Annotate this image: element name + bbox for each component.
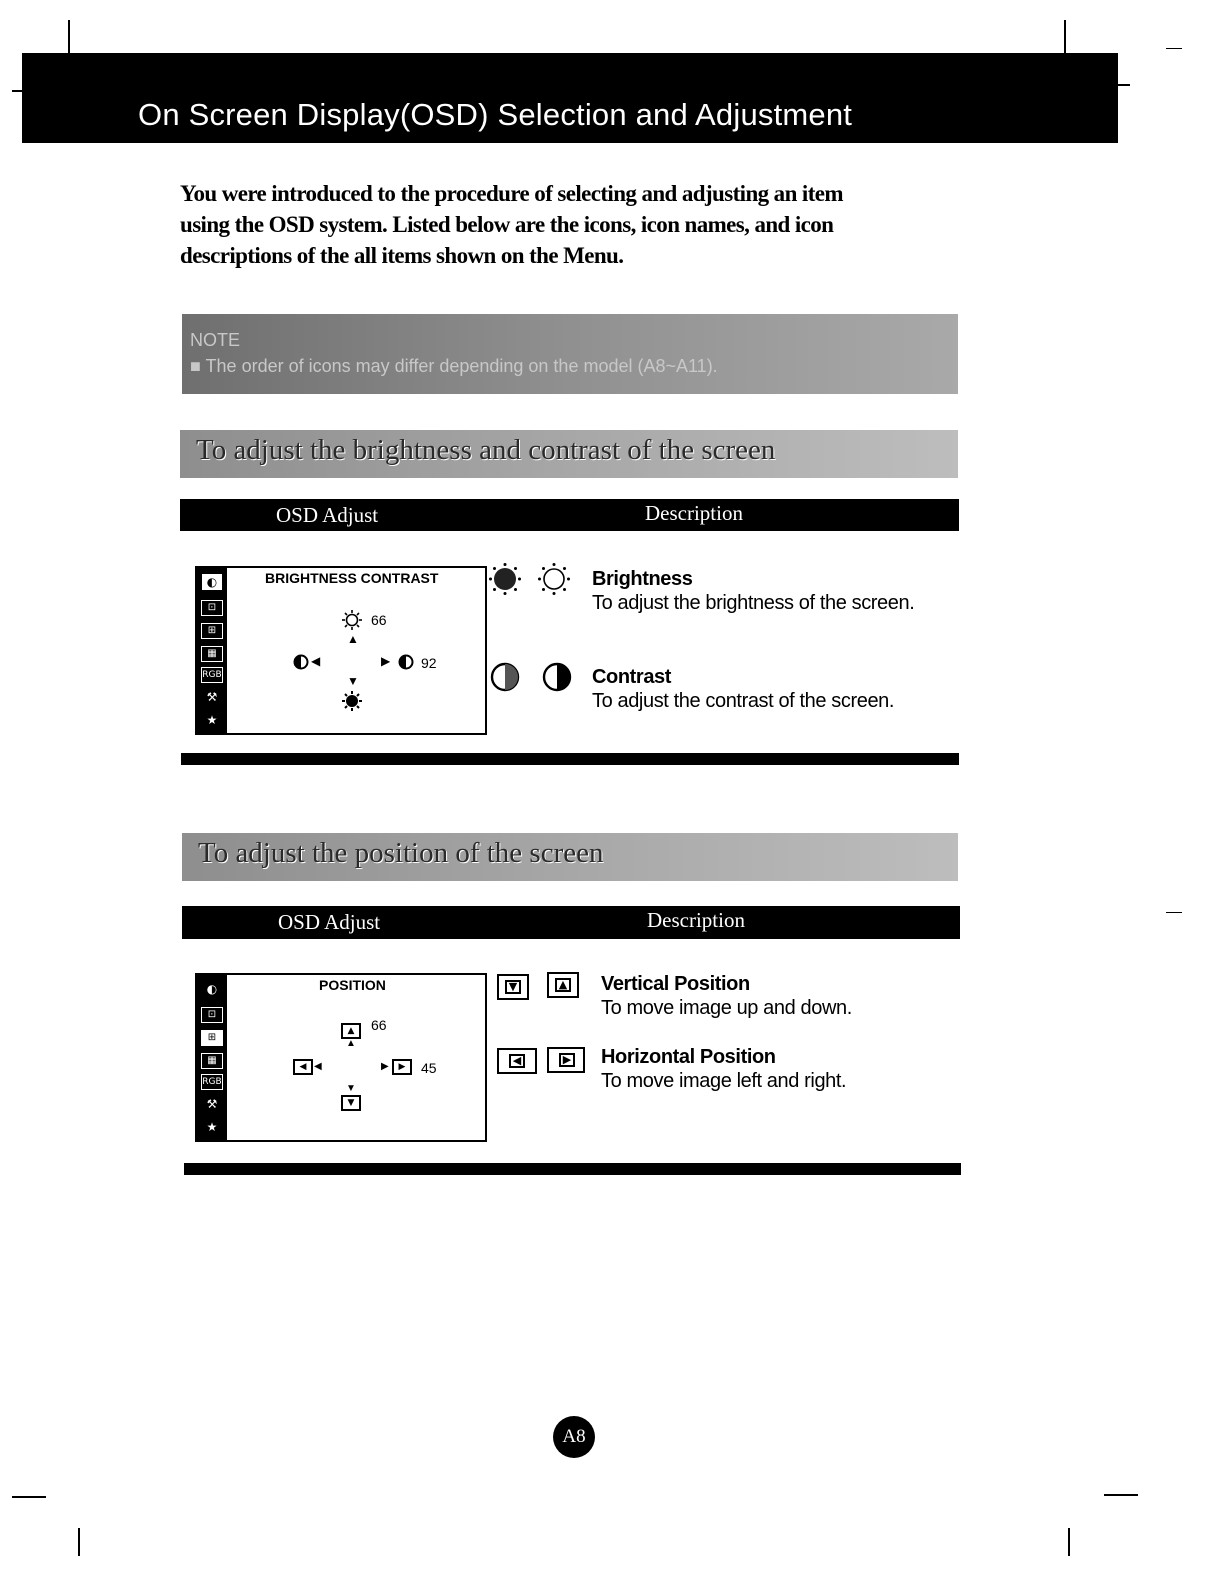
crop-mark	[1116, 84, 1130, 86]
page-header	[22, 53, 1118, 143]
note-label: NOTE	[190, 330, 241, 350]
brightness-dark-icon	[488, 562, 522, 596]
page-title: On Screen Display(OSD) Selection and Adjustment	[138, 97, 853, 132]
page-number: A8	[553, 1416, 595, 1458]
section-divider	[184, 1163, 961, 1175]
table-header	[182, 906, 960, 939]
crop-mark	[1064, 20, 1066, 56]
item-description: To move image up and down.	[601, 997, 852, 1019]
item-title: Brightness	[592, 568, 693, 590]
intro-paragraph	[180, 178, 940, 271]
brightness-contrast-icon: ◐	[202, 574, 222, 590]
column-header-osd-adjust: OSD Adjust	[278, 910, 381, 934]
note-box	[182, 314, 958, 394]
section-title: To adjust the position of the screen	[198, 837, 604, 869]
setup-icon: ⚒	[206, 1097, 218, 1111]
item-description: To move image left and right.	[601, 1070, 847, 1092]
contrast-value: 92	[421, 655, 437, 671]
contrast-icon	[398, 654, 414, 670]
horizontal-position-value: 45	[421, 1060, 437, 1076]
section-banner	[182, 833, 958, 881]
right-arrow-icon: ▶	[381, 1061, 389, 1072]
item-title: Horizontal Position	[601, 1046, 776, 1068]
section-banner	[180, 430, 958, 478]
note-text: ■ The order of icons may differ depending on the model (A8~A11).	[190, 356, 718, 376]
brightness-contrast-icon: ◐	[206, 982, 218, 996]
crop-mark	[78, 1528, 80, 1556]
osd-menu-preview	[195, 973, 487, 1142]
intro-line: descriptions of the all items shown on the Menu.	[180, 243, 624, 268]
left-arrow-icon: ◀	[314, 1061, 322, 1072]
contrast-low-icon	[489, 661, 521, 693]
position-left-icon: ◀	[293, 1059, 313, 1075]
up-arrow-icon: ▲	[347, 632, 359, 646]
item-title: Contrast	[592, 666, 672, 688]
rgb-label: RGB	[201, 667, 223, 683]
special-icon: ★	[206, 1120, 218, 1134]
crop-mark	[12, 1496, 46, 1498]
tracking-icon: ▦	[201, 1053, 223, 1069]
crop-mark	[68, 20, 70, 56]
vertical-position-value: 66	[371, 1017, 387, 1033]
osd-sidebar	[197, 568, 227, 733]
osd-menu-preview	[195, 566, 487, 735]
vertical-up-icon: ▲	[547, 972, 579, 998]
contrast-icon	[293, 654, 309, 670]
brightness-outline-icon	[341, 609, 363, 631]
column-header-description: Description	[645, 501, 743, 525]
section-title: To adjust the brightness and contrast of the screen	[196, 434, 776, 466]
position-up-icon: ▲	[341, 1023, 361, 1039]
osd-title: BRIGHTNESS CONTRAST	[265, 570, 439, 586]
position-icon: ⊞	[201, 1030, 223, 1046]
size-icon: ⊡	[201, 600, 223, 616]
intro-line: using the OSD system. Listed below are the icons, icon names, and icon	[180, 212, 834, 237]
crop-mark	[1166, 912, 1182, 913]
crop-mark	[1166, 48, 1182, 49]
position-down-icon: ▼	[341, 1095, 361, 1111]
position-right-icon: ▶	[392, 1059, 412, 1075]
osd-title: POSITION	[319, 977, 386, 993]
special-icon: ★	[206, 713, 218, 727]
column-header-description: Description	[647, 908, 745, 932]
osd-sidebar	[197, 975, 227, 1140]
column-header-osd-adjust: OSD Adjust	[276, 503, 379, 527]
vertical-down-icon: ▼	[497, 974, 529, 1000]
item-description: To adjust the contrast of the screen.	[592, 690, 895, 712]
position-icon: ⊞	[201, 623, 223, 639]
rgb-label: RGB	[201, 1074, 223, 1090]
left-arrow-icon: ◀	[311, 654, 321, 668]
right-arrow-icon: ▶	[381, 654, 391, 668]
setup-icon: ⚒	[206, 690, 218, 704]
horizontal-left-icon: ◀	[497, 1048, 537, 1074]
intro-line: You were introduced to the procedure of selecting and adjusting an item	[180, 181, 843, 206]
crop-mark	[1104, 1494, 1138, 1496]
brightness-value: 66	[371, 612, 387, 628]
brightness-filled-icon	[341, 690, 363, 712]
crop-mark	[1068, 1528, 1070, 1556]
horizontal-right-icon: ▶	[547, 1047, 585, 1073]
down-arrow-icon: ▼	[347, 674, 359, 688]
contrast-high-icon	[541, 661, 573, 693]
table-header	[180, 499, 959, 531]
section-divider	[181, 753, 959, 765]
size-icon: ⊡	[201, 1007, 223, 1023]
down-arrow-icon: ▼	[346, 1083, 356, 1094]
item-description: To adjust the brightness of the screen.	[592, 592, 915, 614]
up-arrow-icon: ▲	[346, 1038, 356, 1049]
brightness-light-icon	[537, 562, 571, 596]
item-title: Vertical Position	[601, 973, 750, 995]
tracking-icon: ▦	[201, 646, 223, 662]
